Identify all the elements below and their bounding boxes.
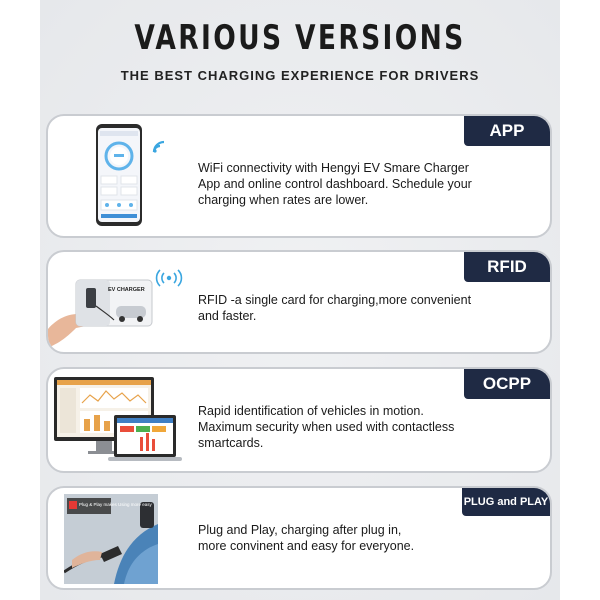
dashboard-monitor-icon — [50, 373, 190, 473]
card-rfid-description — [198, 292, 471, 324]
card-plug-description — [198, 522, 414, 554]
desc-line: Maximum security when used with contactless — [198, 420, 455, 434]
desc-line: smartcards. — [198, 436, 264, 450]
card-label-text: EV CHARGER — [108, 287, 145, 293]
rfid-card-icon — [46, 254, 185, 349]
desc-line: WiFi connectivity with Hengyi EV Smare Charger — [198, 161, 469, 175]
tag-plug-and-play: PLUG and PLAY — [462, 488, 550, 516]
desc-line: App and online control dashboard. Schedule your — [198, 177, 472, 191]
phone-app-icon — [88, 124, 188, 234]
card-rfid — [46, 250, 552, 354]
desc-line: charging when rates are lower. — [198, 193, 369, 207]
card-ocpp — [46, 367, 552, 473]
desc-line: and faster. — [198, 309, 257, 323]
tag-app: APP — [464, 116, 550, 146]
page-title: VARIOUS VERSIONS — [134, 18, 466, 58]
page-subtitle: THE BEST CHARGING EXPERIENCE FOR DRIVERS — [120, 68, 480, 83]
card-ocpp-description — [198, 403, 454, 451]
desc-line: more convinent and easy for everyone. — [198, 539, 415, 553]
card-plug-and-play — [46, 486, 552, 590]
tag-rfid: RFID — [464, 252, 550, 282]
desc-line: Plug and Play, charging after plug in, — [198, 523, 402, 537]
plug-photo-icon — [64, 494, 158, 584]
desc-line: RFID -a single card for charging,more convenient — [198, 293, 472, 307]
desc-line: Rapid identification of vehicles in motion. — [198, 404, 424, 418]
card-app-description — [198, 160, 472, 208]
card-app — [46, 114, 552, 238]
photo-caption-text: Plug & Play makes Using more easy — [79, 502, 152, 507]
tag-ocpp: OCPP — [464, 369, 550, 399]
